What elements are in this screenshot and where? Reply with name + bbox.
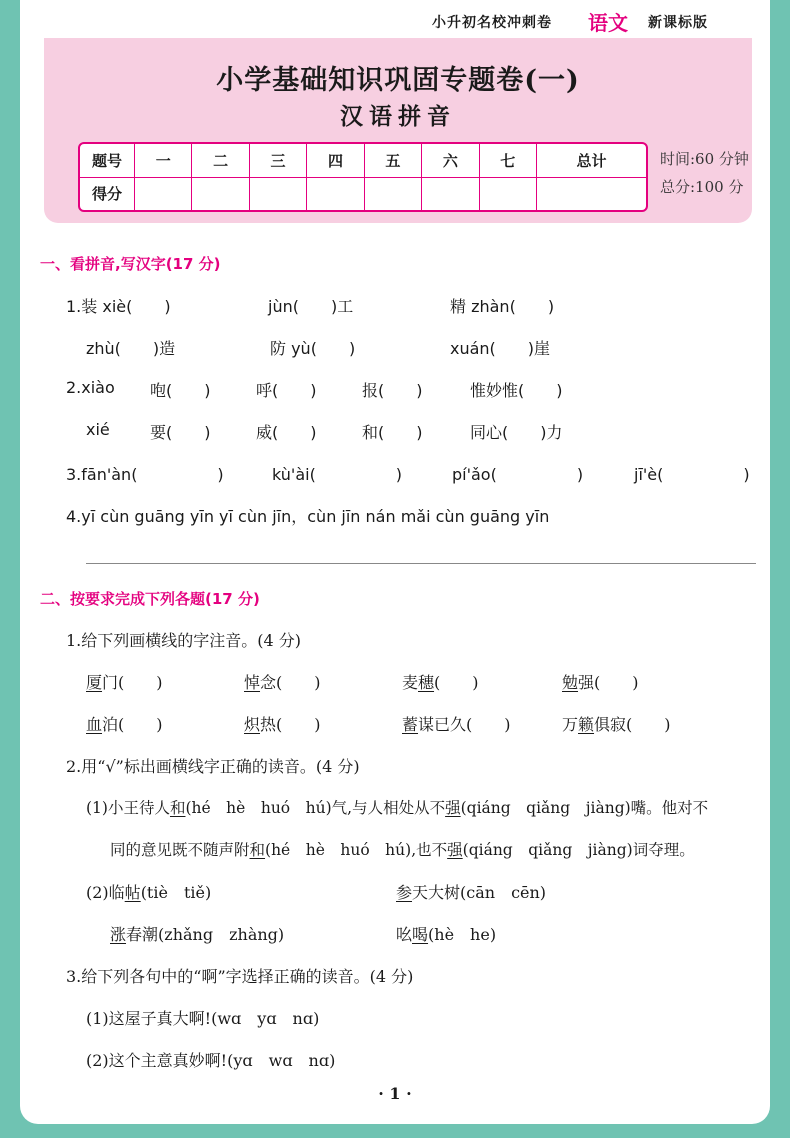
- score-input-cell[interactable]: [192, 177, 249, 210]
- score-input-cell[interactable]: [479, 177, 536, 210]
- question-line: 精 zhàn( ): [450, 297, 555, 316]
- question-line: pí'ǎo( ): [452, 465, 584, 484]
- question-line: jùn( )工: [268, 297, 354, 316]
- question-text: 天大树(cān cēn): [412, 883, 547, 902]
- section-title: 一、看拼音,写汉字(17 分): [40, 255, 221, 273]
- question-line: [86, 712, 163, 735]
- header-box: [44, 38, 752, 223]
- question-line: xié: [86, 420, 110, 439]
- top-strip: [20, 0, 770, 38]
- underlined-char: 帖: [124, 883, 141, 902]
- underlined-char: 喝: [412, 925, 429, 944]
- question-text: 同的意见既不随声附: [110, 841, 250, 859]
- question-line: [244, 670, 321, 693]
- score-input-cell[interactable]: [422, 177, 479, 210]
- question-line: 4.yī cùn guāng yīn yī cùn jīn，cùn jīn nán mǎi cùn guāng yīn: [66, 507, 550, 526]
- score-cell: 二: [192, 144, 249, 177]
- question-line: 威( ): [256, 423, 317, 442]
- question-line: [562, 670, 639, 693]
- question-line: 1.装 xiè( ): [66, 297, 171, 316]
- page-number: · 1 ·: [378, 1084, 412, 1103]
- question-text: (2)临: [86, 883, 125, 902]
- question-text: (hé hè huó hú)气,与人相处从不: [185, 799, 446, 817]
- question-line: 惟妙惟( ): [470, 381, 563, 400]
- series-label: 小升初名校冲刺卷: [432, 15, 552, 31]
- question-line: [562, 712, 671, 735]
- score-table-header-row: [80, 144, 646, 177]
- question-text: 热( ): [260, 715, 321, 734]
- score-input-cell[interactable]: [536, 177, 646, 210]
- underlined-char: 蓄: [402, 715, 419, 734]
- score-input-cell[interactable]: [364, 177, 421, 210]
- score-table-score-row: [80, 177, 646, 210]
- question-text: ( ): [434, 673, 479, 692]
- question-text: 泊( ): [102, 715, 163, 734]
- underlined-char: 强: [445, 799, 461, 817]
- score-input-cell[interactable]: [249, 177, 306, 210]
- page-subtitle: 汉语拼音: [340, 104, 456, 130]
- time-limit: 时间:60 分钟: [660, 150, 749, 168]
- underlined-char: 炽: [244, 715, 261, 734]
- underlined-char: 勉: [562, 673, 579, 692]
- question-text: (qiáng qiǎng jiàng)词夺理。: [462, 841, 695, 859]
- underlined-char: 籁: [578, 715, 595, 734]
- underlined-char: 厦: [86, 673, 103, 692]
- exam-sheet: [20, 0, 770, 1124]
- question-line: 和( ): [362, 423, 423, 442]
- score-table: [78, 142, 648, 212]
- question-text: 吆: [396, 925, 413, 944]
- section-divider: [86, 563, 756, 564]
- score-cell: 得分: [80, 177, 135, 210]
- question-line: 防 yù( ): [270, 339, 356, 358]
- question-line: [86, 670, 163, 693]
- score-cell: 总计: [536, 144, 646, 177]
- question-line: 1.给下列画横线的字注音。(4 分): [66, 631, 302, 650]
- score-cell: 七: [479, 144, 536, 177]
- question-line: [86, 880, 211, 903]
- total-score: 总分:100 分: [660, 178, 744, 196]
- edition-label: 新课标版: [648, 15, 708, 31]
- question-line: [86, 796, 708, 818]
- question-line: 2.xiào: [66, 378, 115, 397]
- question-line: [402, 670, 479, 693]
- question-line: 3.fān'àn( ): [66, 465, 224, 484]
- question-line: [396, 880, 546, 903]
- score-cell: 四: [307, 144, 364, 177]
- underlined-char: 涨: [110, 925, 127, 944]
- question-text: 念( ): [260, 673, 321, 692]
- question-line: (1)这屋子真大啊!(wɑ yɑ nɑ): [86, 1009, 320, 1028]
- question-line: 3.给下列各句中的“啊”字选择正确的读音。(4 分): [66, 967, 414, 986]
- question-line: 同心( )力: [470, 423, 563, 442]
- underlined-char: 和: [169, 799, 186, 817]
- question-line: kù'ài( ): [272, 465, 403, 484]
- underlined-char: 和: [249, 841, 266, 859]
- score-cell: 六: [422, 144, 479, 177]
- question-line: 2.用“√”标出画横线字正确的读音。(4 分): [66, 757, 360, 776]
- question-line: [396, 922, 496, 945]
- question-line: [402, 712, 511, 735]
- question-text: (hè he): [428, 925, 497, 944]
- question-text: (tiè tiě): [140, 883, 212, 902]
- score-input-cell[interactable]: [307, 177, 364, 210]
- underlined-char: 强: [447, 841, 463, 859]
- question-text: 门( ): [102, 673, 163, 692]
- question-line: zhù( )造: [86, 339, 176, 358]
- question-text: 万: [562, 715, 579, 734]
- question-text: 谋已久( ): [418, 715, 511, 734]
- underlined-char: 穗: [418, 673, 435, 692]
- question-line: [110, 838, 695, 860]
- question-line: [110, 922, 284, 945]
- underlined-char: 参: [396, 883, 413, 902]
- question-line: 报( ): [362, 381, 423, 400]
- underlined-char: 悼: [244, 673, 261, 692]
- question-text: (qiáng qiǎng jiàng)嘴。他对不: [460, 799, 709, 817]
- underlined-char: 血: [86, 715, 103, 734]
- score-cell: 题号: [80, 144, 135, 177]
- question-line: jī'è( ): [634, 465, 750, 484]
- question-text: 强( ): [578, 673, 639, 692]
- score-cell: 一: [135, 144, 192, 177]
- question-line: 咆( ): [150, 381, 211, 400]
- question-line: xuán( )崖: [450, 339, 551, 358]
- question-text: (1)小王待人: [86, 799, 170, 817]
- section-title: 二、按要求完成下列各题(17 分): [40, 590, 260, 608]
- score-cell: 三: [249, 144, 306, 177]
- page-title: 小学基础知识巩固专题卷(一): [216, 65, 580, 96]
- question-text: 春潮(zhǎng zhàng): [126, 925, 285, 944]
- question-text: 麦: [402, 673, 419, 692]
- question-line: 要( ): [150, 423, 211, 442]
- question-line: [244, 712, 321, 735]
- question-text: (hé hè huó hú),也不: [265, 841, 448, 859]
- question-text: 俱寂( ): [594, 715, 671, 734]
- subject-label: 语文: [588, 11, 628, 35]
- score-input-cell[interactable]: [135, 177, 192, 210]
- question-line: (2)这个主意真妙啊!(yɑ wɑ nɑ): [86, 1051, 336, 1070]
- score-cell: 五: [364, 144, 421, 177]
- question-line: 呼( ): [256, 381, 317, 400]
